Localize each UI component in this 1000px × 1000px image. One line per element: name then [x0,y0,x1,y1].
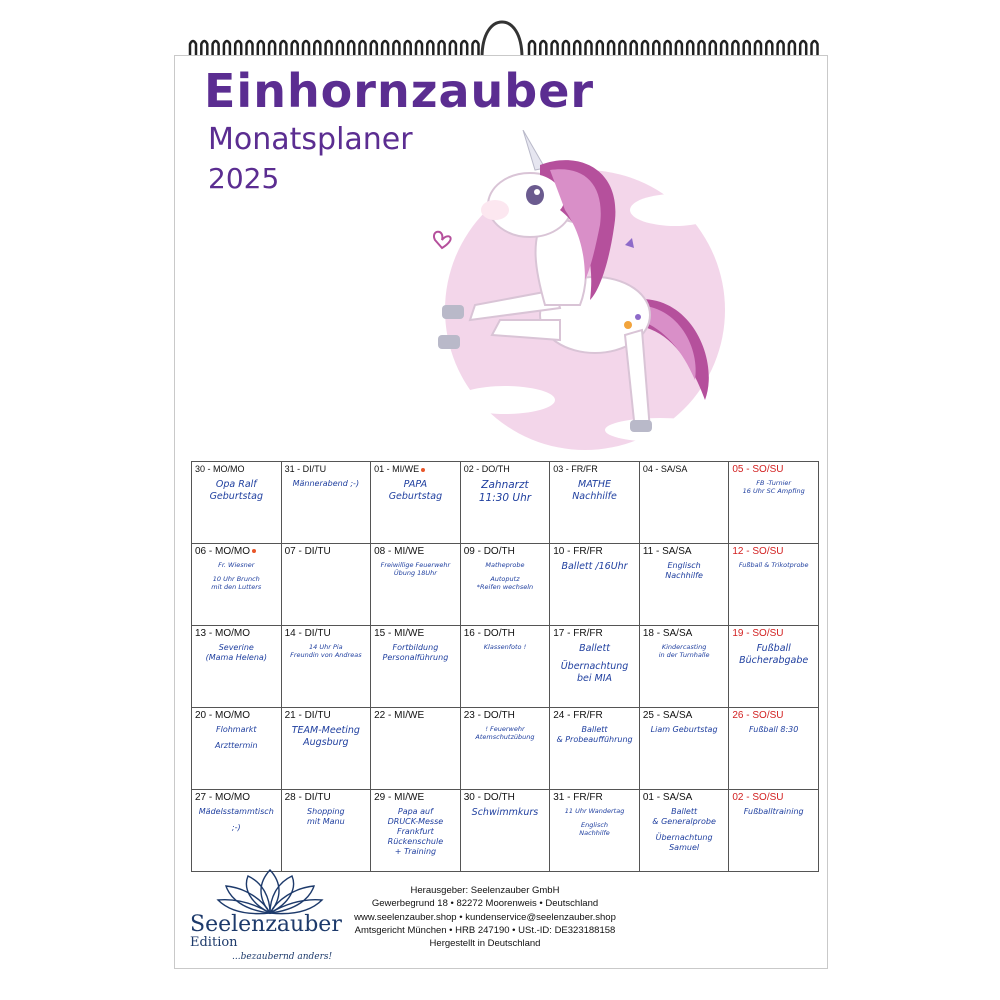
day-notes [374,643,457,663]
note-line: 14 Uhr Pia [309,643,343,651]
day-label [464,464,547,475]
day-label [195,546,278,557]
day-label [464,546,547,557]
day-notes [732,643,815,667]
day-label-text: 19 - SO/SU [732,628,784,639]
day-notes [732,807,815,817]
day-notes [195,561,278,591]
unicorn-illustration [420,130,740,450]
calendar-day-cell[interactable] [460,708,550,790]
day-label-text: 04 - SA/SA [642,464,688,474]
day-label-text: 22 - MI/WE [374,710,425,721]
day-label-text: 09 - DO/TH [463,546,515,557]
note-line: Übernachtung [560,660,629,672]
day-notes [553,643,636,685]
note-line: Nachhilfe [579,829,610,838]
holiday-dot-icon [252,549,256,553]
note-line: Samuel [669,843,700,852]
day-label [195,710,278,721]
calendar-day-cell[interactable] [371,790,461,872]
calendar-day-cell[interactable] [639,708,729,790]
note-line: in der Turnhalle [658,651,710,660]
note-line: Augsburg [303,736,349,748]
note-line: Personalführung [382,653,449,662]
day-label-text: 15 - MI/WE [374,628,425,639]
note-line: Liam Geburtstag [650,725,718,734]
day-label-text: 30 - MO/MO [195,464,245,474]
day-label-text: 18 - SA/SA [642,628,693,639]
calendar-day-cell[interactable] [192,708,282,790]
day-label-text: 17 - FR/FR [553,628,603,639]
note-line: Freundin von Andreas [290,651,362,660]
note-line: Schwimmkurs [471,807,539,818]
day-notes [374,479,457,503]
note-line: (Mama Helena) [205,653,267,662]
note-line: DRUCK-Messe [387,817,444,826]
day-label-text: 24 - FR/FR [553,710,603,721]
day-label-text: 30 - DO/TH [463,792,515,803]
day-label [553,464,636,475]
day-notes [553,561,636,573]
day-label [195,628,278,639]
calendar-day-cell[interactable] [281,544,371,626]
note-line: 11:30 Uhr [478,492,532,505]
calendar-day-cell[interactable] [550,626,640,708]
note-line: Kindercasting [661,643,707,651]
note-line: Nachhilfe [572,490,617,502]
note-line: Fortbildung [392,643,439,652]
day-label [285,546,368,557]
logo-name: Seelenzauber [190,912,342,937]
day-label-text: 14 - DI/TU [284,628,331,639]
day-notes [553,725,636,745]
day-notes [464,643,547,651]
day-label-text: 13 - MO/MO [195,628,251,639]
note-line: 16 Uhr SC Ampfing [742,487,805,496]
day-label-text: 28 - DI/TU [284,792,331,803]
day-notes [464,725,547,741]
calendar-day-cell[interactable] [281,626,371,708]
day-label [285,710,368,721]
day-label [374,710,457,721]
day-label [195,792,278,803]
note-line: Fußball [756,643,791,654]
note-line: Frankfurt [397,827,434,836]
logo-slogan: ...bezaubernd anders! [232,952,333,962]
note-line: + Training [394,847,437,856]
note-line: Übung 18Uhr [393,569,437,578]
day-label [643,710,726,721]
calendar-day-cell[interactable] [729,462,819,544]
calendar-day-cell[interactable] [371,708,461,790]
calendar-week-row [192,626,819,708]
day-notes [464,807,547,819]
calendar-day-cell[interactable] [639,462,729,544]
note-line: Fußball 8:30 [749,725,799,734]
day-label-text: 12 - SO/SU [732,546,784,557]
calendar-day-cell[interactable] [371,626,461,708]
calendar-day-cell[interactable] [729,790,819,872]
note-line: Freiwillige Feuerwehr [380,561,451,569]
day-notes [285,643,368,659]
day-notes [285,479,368,489]
note-line: & Generalprobe [652,817,716,826]
note-line: ;-) [231,823,241,832]
day-label-text: 03 - FR/FR [553,464,598,474]
note-line: Männerabend ;-) [292,479,360,488]
day-label-text: 08 - MI/WE [374,546,425,557]
calendar-day-cell[interactable] [550,544,640,626]
day-label-text: 05 - SO/SU [732,464,784,475]
calendar-grid [191,461,819,872]
note-line: Flohmarkt [216,725,257,734]
day-notes [732,479,815,495]
note-line: & Probeaufführung [556,735,633,744]
calendar-day-cell[interactable] [281,790,371,872]
day-notes [285,725,368,749]
day-notes [732,725,815,735]
day-label [374,628,457,639]
day-label-text: 21 - DI/TU [284,710,331,721]
day-notes [195,725,278,751]
day-label-text: 02 - DO/TH [463,464,510,474]
holiday-dot-icon [421,468,425,472]
day-label [643,792,726,803]
calendar-week-row [192,708,819,790]
calendar-day-cell[interactable] [550,790,640,872]
note-line: Ballett [579,643,610,654]
day-notes [553,807,636,837]
note-line: Englisch [667,561,701,570]
day-label-text: 07 - DI/TU [284,546,331,557]
day-notes [374,561,457,577]
day-label-text: 31 - FR/FR [553,792,603,803]
day-label [553,628,636,639]
calendar-day-cell[interactable] [639,544,729,626]
note-line: Arzttermin [215,741,258,750]
note-line: Fr. Wiesner [218,561,255,569]
note-line: Englisch [581,821,609,830]
day-label [285,628,368,639]
calendar-day-cell[interactable] [550,462,640,544]
note-line: PAPA [403,479,428,490]
note-line: Shopping [307,807,345,816]
day-label [374,792,457,803]
day-notes [732,561,815,569]
day-label-text: 31 - DI/TU [284,464,327,474]
day-notes [643,807,726,853]
day-notes [553,479,636,503]
day-label [643,464,726,475]
imprint [340,884,630,950]
day-notes [643,643,726,659]
day-label-text: 29 - MI/WE [374,792,425,803]
day-label [732,628,815,639]
day-notes [374,807,457,857]
calendar-day-cell[interactable] [192,544,282,626]
day-label-text: 20 - MO/MO [195,710,251,721]
note-line: *Reifen wechseln [476,583,534,592]
note-line: Fußball & Trikotprobe [738,561,809,569]
day-label-text: 23 - DO/TH [463,710,515,721]
calendar-day-cell[interactable] [729,708,819,790]
calendar-day-cell[interactable] [460,790,550,872]
note-line: Papa auf [397,807,433,816]
day-label [374,464,457,475]
calendar-week-row [192,790,819,872]
day-label [732,710,815,721]
day-label-text: 26 - SO/SU [732,710,784,721]
imprint-line: www.seelenzauber.shop • kundenservice@seelenzauber.shop [354,911,616,923]
day-notes [643,561,726,581]
day-label [195,464,278,475]
day-label-text: 01 - SA/SA [642,792,693,803]
note-line: FB -Turnier [756,479,792,487]
day-label-text: 10 - FR/FR [553,546,603,557]
day-label [643,628,726,639]
day-label [732,792,815,803]
calendar-day-cell[interactable] [281,708,371,790]
day-notes [464,479,547,505]
day-label-text: 01 - MI/WE [374,464,420,474]
imprint-line: Herausgeber: Seelenzauber GmbH [410,885,560,896]
calendar-day-cell[interactable] [729,626,819,708]
calendar-day-cell[interactable] [460,462,550,544]
day-notes [195,479,278,503]
day-label [285,792,368,803]
note-line: Bücherabgabe [739,654,809,666]
day-label-text: 27 - MO/MO [195,792,251,803]
note-line: Matheprobe [485,561,525,569]
calendar-day-cell[interactable] [281,462,371,544]
day-label [464,792,547,803]
note-line: 10 Uhr Brunch [212,575,260,584]
note-line: Mädelsstammtisch [198,807,274,816]
note-line: Atemschutzübung [475,733,535,742]
day-label [553,546,636,557]
imprint-line: Hergestellt in Deutschland [429,938,541,950]
note-line: Übernachtung [655,833,713,842]
note-line: Ballett [671,807,698,816]
note-line: Ballett [581,725,608,734]
note-line: mit Manu [307,817,345,826]
calendar-year: 2025 [208,162,280,195]
day-label [374,546,457,557]
calendar-title: Einhornzauber [204,64,595,118]
note-line: Fußballtraining [743,807,804,816]
calendar-day-cell[interactable] [192,626,282,708]
note-line: Zahnarzt [481,479,529,491]
day-notes [464,561,547,591]
day-label [732,464,815,475]
note-line: Rückenschule [387,837,444,846]
day-label-text: 11 - SA/SA [642,546,692,557]
calendar-day-cell[interactable] [460,544,550,626]
day-label [464,628,547,639]
note-line: MATHE [578,479,611,490]
note-line: Nachhilfe [665,571,703,580]
day-label [553,792,636,803]
day-label [643,546,726,557]
day-notes [285,807,368,827]
calendar-day-cell[interactable] [639,626,729,708]
note-line: Severine [218,643,254,652]
day-label-text: 06 - MO/MO [195,546,251,557]
logo-edition: Edition [190,935,238,950]
note-line: ! Feuerwehr [485,725,525,733]
note-line: Geburtstag [209,490,263,502]
note-line: TEAM-Meeting [291,725,360,736]
day-label-text: 25 - SA/SA [642,710,693,721]
note-line: mit den Lutters [211,583,262,592]
calendar-day-cell[interactable] [192,462,282,544]
day-label-text: 02 - SO/SU [732,792,784,803]
day-label [285,464,368,475]
imprint-line: Amtsgericht München • HRB 247190 • USt.-ID: DE323188158 [354,924,616,936]
day-notes [643,725,726,735]
calendar-day-cell[interactable] [192,790,282,872]
calendar-day-cell[interactable] [639,790,729,872]
note-line: Opa Ralf [215,479,257,490]
imprint-line: Gewerbegrund 18 • 82272 Moorenweis • Deutschland [371,898,599,910]
calendar-day-cell[interactable] [371,544,461,626]
note-line: Autoputz [490,575,520,584]
calendar-subtitle: Monatsplaner [208,122,413,157]
note-line: Klassenfoto ! [483,643,527,651]
calendar-week-row [192,462,819,544]
day-label [732,546,815,557]
calendar-week-row [192,544,819,626]
day-notes [195,643,278,663]
note-line: Geburtstag [388,490,443,502]
day-notes [195,807,278,833]
note-line: bei MIA [577,672,613,684]
calendar-day-cell[interactable] [371,462,461,544]
calendar-day-cell[interactable] [550,708,640,790]
note-line: 11 Uhr Wandertag [564,807,625,815]
note-line: Ballett /16Uhr [561,561,628,572]
calendar-day-cell[interactable] [729,544,819,626]
day-label [553,710,636,721]
day-label-text: 16 - DO/TH [463,628,515,639]
calendar-day-cell[interactable] [460,626,550,708]
day-label [464,710,547,721]
